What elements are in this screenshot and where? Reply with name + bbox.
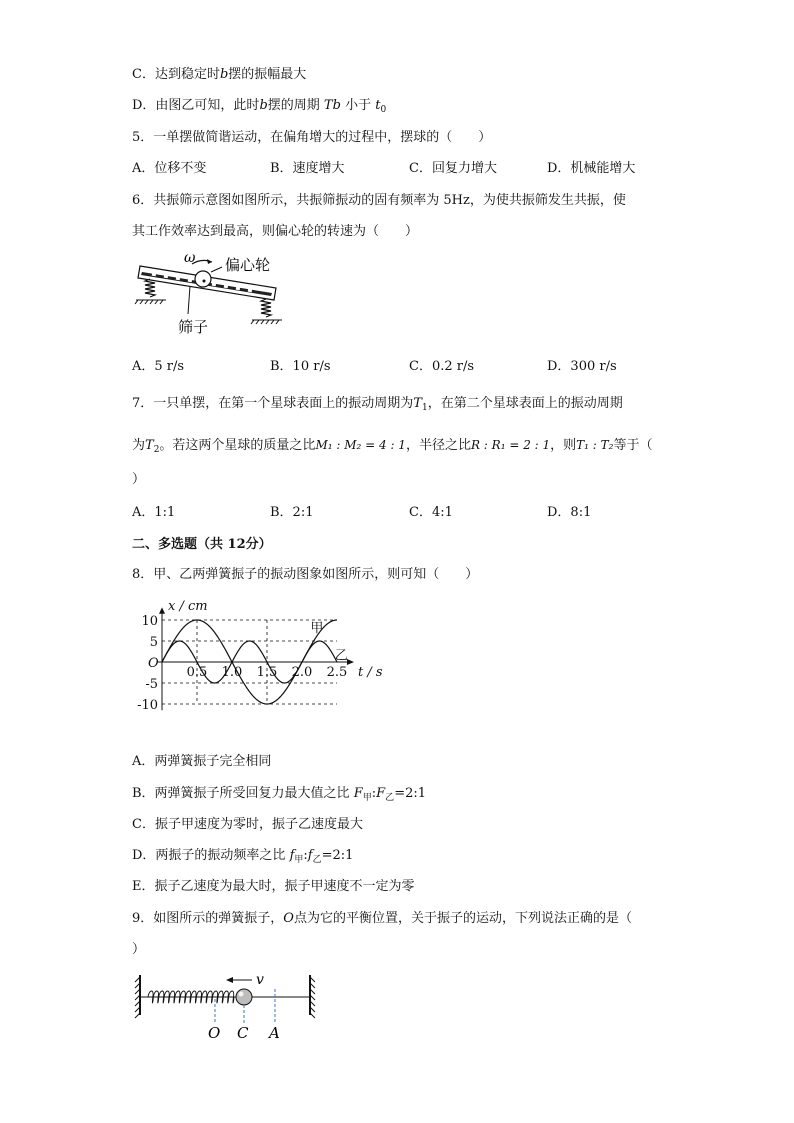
origin-label: O [148,656,159,671]
y-axis-label: x / cm [168,598,208,614]
q7-option-a: A．1:1 [132,505,176,520]
sieve-figure [130,248,290,340]
point-o-label: O [208,1024,221,1042]
q7-stem-line2: 为$T_2$。若这两个星球的质量之比M₁ : M₂ = 4 : 1，半径之比R : R₁ = 2 : 1，则T₁ : T₂等于（ [132,438,653,455]
q5-option-b: B．速度增大 [270,161,345,176]
left-ground [135,300,166,304]
left-wall [135,975,140,1018]
q6-option-c: C．0.2 r/s [409,359,475,374]
q9-stem-line1: 9．如图所示的弹簧振子，O点为它的平衡位置，关于振子的运动，下列说法正确的是（ [132,911,632,926]
q4-option-c: C．达到稳定时b摆的振幅最大 [132,67,307,82]
x-tick-label: 0.5 [186,665,208,680]
velocity-label: v [256,972,264,988]
y-tick-label: -5 [145,677,158,692]
q7-stem-line1: 7．一只单摆，在第一个星球表面上的振动周期为$T_1$，在第二个星球表面上的振动周期 [132,396,623,413]
x-axis-arrow [347,659,354,665]
q4-option-d: D．由图乙可知，此时b摆的周期 Tb 小于 $t_0$ [132,98,387,115]
q6-stem-line1: 6．共振筛示意图如图所示，共振筛振动的固有频率为 5Hz，为使共振筛发生共振，使 [132,193,626,208]
q5-option-d: D．机械能增大 [547,161,636,176]
x-tick-label: 2.5 [326,665,348,680]
q7-option-c: C．4:1 [409,505,453,520]
x-tick-label: 1.0 [221,665,243,680]
left-spring [145,279,155,297]
right-spring [261,299,271,317]
x-axis-label: t / s [358,665,383,680]
q8-option-c: C．振子甲速度为零时，振子乙速度最大 [132,817,363,832]
oscillator-ball [236,989,252,1005]
q9-stem-line2: ） [132,942,146,957]
point-c-label: C [237,1024,249,1042]
eccentric-wheel [195,271,211,287]
q7-option-d: D．8:1 [547,505,592,520]
x-tick-label: 1.5 [256,665,278,680]
y-tick-label: 10 [141,614,158,629]
y-axis-arrow [159,607,165,613]
q6-stem-line2: 其工作效率达到最高，则偏心轮的转速为（ ） [132,224,419,239]
q8-oscillation-graph [130,588,383,713]
spring-oscillator-figure [130,965,330,1045]
series-label-yi: 乙 [334,648,348,664]
section2-title: 二、多选题（共 12分） [132,537,272,552]
wheel-label: 偏心轮 [225,256,271,274]
x-tick-label: 2.0 [291,665,313,680]
q6-option-b: B．10 r/s [270,359,331,374]
point-a-label: A [269,1024,280,1042]
q7-option-b: B．2:1 [270,505,314,520]
q8-option-b: B．两弹簧振子所受回复力最大值之比 $F_甲:F_乙=2:1$ [132,786,427,803]
series-label-jia: 甲 [310,620,324,636]
q8-stem: 8．甲、乙两弹簧振子的振动图象如图所示，则可知（ ） [132,567,479,582]
q8-option-d: D．两振子的振动频率之比 $f_甲:f_乙=2:1$ [132,848,354,865]
y-tick-label: 5 [149,635,158,650]
q6-option-d: D．300 r/s [547,359,617,374]
q5-stem: 5．一单摆做简谐运动，在偏角增大的过程中，摆球的（ ） [132,130,492,145]
sieve-label: 筛子 [178,318,209,336]
right-ground [251,320,282,324]
q8-option-e: E．振子乙速度为最大时，振子甲速度不一定为零 [132,879,415,894]
right-wall [310,975,315,1018]
q5-option-c: C．回复力增大 [409,161,497,176]
velocity-arrow-icon [226,977,233,983]
omega-label: ω [184,250,196,266]
q5-option-a: A．位移不变 [132,161,207,176]
y-tick-label: -10 [137,698,158,713]
q6-option-a: A．5 r/s [132,359,185,374]
q8-option-a: A．两弹簧振子完全相同 [132,754,272,769]
q7-stem-line3: ） [132,472,146,487]
